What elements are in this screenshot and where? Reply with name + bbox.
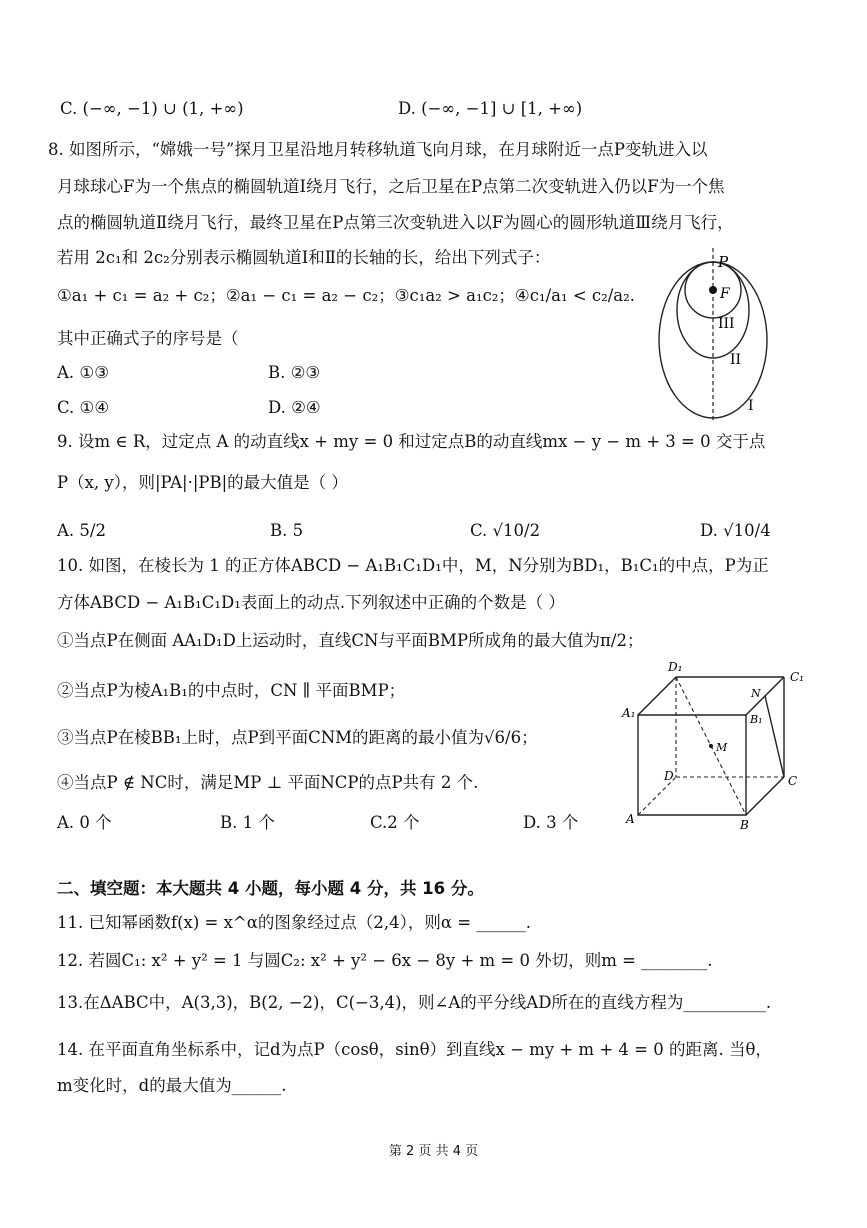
q10-option-c: C.2 个 <box>370 813 420 832</box>
cube-figure <box>618 655 818 835</box>
q14-line1: 14. 在平面直角坐标系中，记d为点P（cosθ，sinθ）到直线x − my + m + 4 = 0 的距离. 当θ， <box>57 1040 772 1059</box>
q8-line3: 点的椭圆轨道Ⅱ绕月飞行，最终卫星在P点第三次变轨进入以F为圆心的圆形轨道Ⅲ绕月飞行， <box>57 213 734 232</box>
label-m: M <box>716 741 728 754</box>
q8-line4: 若用 2c₁和 2c₂分别表示椭圆轨道Ⅰ和Ⅱ的长轴的长，给出下列式子： <box>57 248 551 267</box>
label-a: A <box>626 812 635 826</box>
q10-option-d: D. 3 个 <box>523 813 579 832</box>
orbit-figure <box>650 248 790 428</box>
label-p: P <box>718 253 729 271</box>
q10-statement-2: ②当点P为棱A₁B₁的中点时，CN ∥ 平面BMP； <box>57 681 406 700</box>
moon-focus-dot <box>709 286 717 294</box>
label-f: F <box>720 286 730 302</box>
page-footer: 第 2 页 共 4 页 <box>388 1144 479 1159</box>
q9-option-c: C. √10/2 <box>470 521 541 540</box>
q13-text: 13.在ΔABC中，A(3,3)，B(2, −2)，C(−3,4)，则∠A的平分线AD所在的直线方程为__________. <box>57 993 772 1012</box>
q14-line2: m变化时，d的最大值为______. <box>57 1076 287 1095</box>
label-c1: C₁ <box>790 670 804 684</box>
q10-statement-4: ④当点P ∉ NC时，满足MP ⊥ 平面NCP的点P共有 2 个. <box>57 773 479 792</box>
q8-line6: 其中正确式子的序号是（ <box>57 329 239 348</box>
q8-option-c: C. ①④ <box>57 398 110 417</box>
label-b1: B₁ <box>750 713 763 726</box>
label-ii: II <box>730 352 742 368</box>
edge-a1d1 <box>638 677 676 715</box>
q9-option-b: B. 5 <box>270 521 304 540</box>
q8-line1: 8. 如图所示，“嫦娥一号”探月卫星沿地月转移轨道飞向月球，在月球附近一点P变轨进入以 <box>48 140 708 159</box>
segment-cn <box>765 696 784 777</box>
label-n: N <box>751 687 761 700</box>
q10-line2: 方体ABCD − A₁B₁C₁D₁表面上的动点.下列叙述中正确的个数是（ ） <box>57 593 565 612</box>
q10-statement-1: ①当点P在侧面 AA₁D₁D上运动时，直线CN与平面BMP所成角的最大值为π/2； <box>57 631 644 650</box>
q9-option-a: A. 5/2 <box>57 521 106 540</box>
q7-option-d: D. (−∞, −1] ∪ [1, +∞) <box>398 99 583 118</box>
q10-line1: 10. 如图，在棱长为 1 的正方体ABCD − A₁B₁C₁D₁中，M，N分别为BD₁，B₁C₁的中点，P为正 <box>57 556 769 575</box>
q10-option-a: A. 0 个 <box>57 813 112 832</box>
label-b: B <box>740 818 749 832</box>
q9-line2: P（x, y），则|PA|·|PB|的最大值是（ ） <box>57 473 348 492</box>
label-c: C <box>788 774 798 788</box>
point-m <box>709 744 713 748</box>
q12-text: 12. 若圆C₁: x² + y² = 1 与圆C₂: x² + y² − 6x − 8y + m = 0 外切，则m = ________. <box>57 951 713 970</box>
label-d: D <box>664 769 674 783</box>
section2-heading: 二、填空题：本大题共 4 小题，每小题 4 分，共 16 分。 <box>57 879 484 898</box>
label-iii: III <box>718 316 735 332</box>
q10-statement-3: ③当点P在棱BB₁上时，点P到平面CNM的距离的最小值为√6/6； <box>57 728 538 747</box>
label-a1: A₁ <box>622 706 636 720</box>
label-d1: D₁ <box>668 660 683 674</box>
q8-option-d: D. ②④ <box>268 398 321 417</box>
label-i: I <box>748 398 754 414</box>
edge-bc <box>746 777 784 815</box>
q9-option-d: D. √10/4 <box>700 521 771 540</box>
q8-option-a: A. ①③ <box>57 363 109 382</box>
q7-option-c: C. (−∞, −1) ∪ (1, +∞) <box>60 99 244 118</box>
q8-line5: ①a₁ + c₁ = a₂ + c₂；②a₁ − c₁ = a₂ − c₂；③c₁a₂ > a₁c₂；④c₁/a₁ < c₂/a₂. <box>57 286 636 305</box>
q8-line2: 月球球心F为一个焦点的椭圆轨道Ⅰ绕月飞行，之后卫星在P点第二次变轨进入仍以F为一个焦 <box>57 177 725 196</box>
cube-front-face <box>638 715 746 815</box>
q11-text: 11. 已知幂函数f(x) = x^α的图象经过点（2,4），则α = ______. <box>57 913 532 932</box>
q10-option-b: B. 1 个 <box>220 813 275 832</box>
q9-line1: 9. 设m ∈ R，过定点 A 的动直线x + my = 0 和过定点B的动直线mx − y − m + 3 = 0 交于点 <box>57 432 766 451</box>
q8-option-b: B. ②③ <box>268 363 321 382</box>
